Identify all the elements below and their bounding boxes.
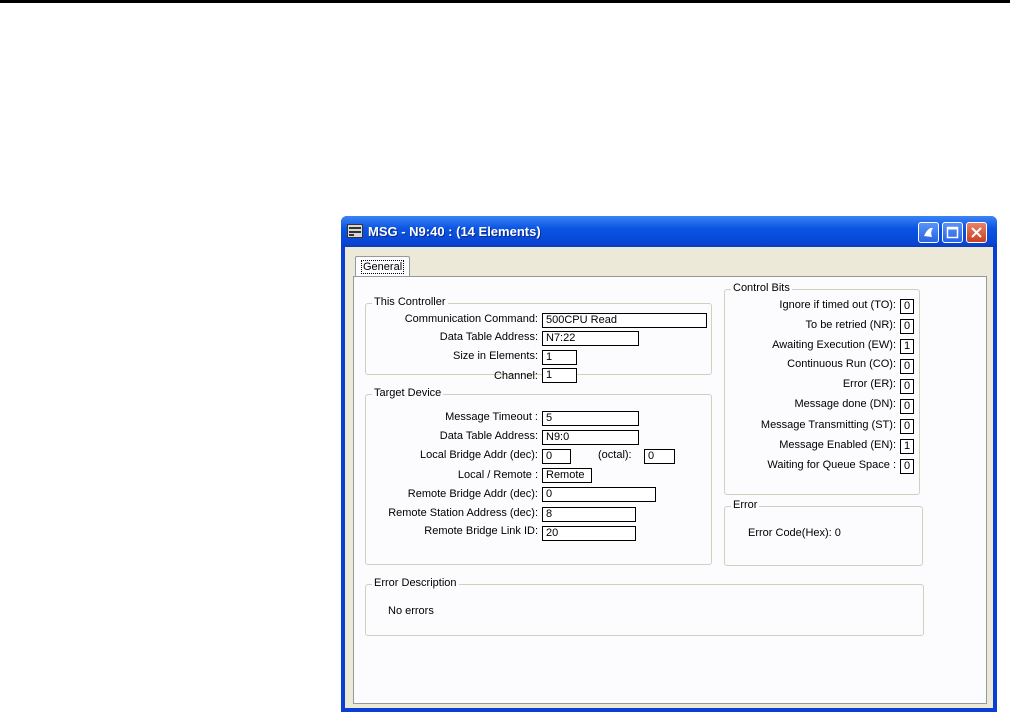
local-remote-field[interactable]: Remote bbox=[542, 468, 592, 483]
target-data-table-label: Data Table Address: bbox=[439, 430, 538, 442]
error-code-text: Error Code(Hex): 0 bbox=[748, 527, 841, 539]
control-bit-to-field[interactable]: 0 bbox=[900, 299, 914, 314]
octal-label: (octal): bbox=[598, 449, 632, 461]
this-controller-group bbox=[365, 296, 712, 382]
dialog-client-area bbox=[345, 247, 993, 708]
size-in-elements-field[interactable]: 1 bbox=[542, 350, 577, 365]
title-bar[interactable] bbox=[341, 216, 997, 247]
error-description-title: Error Description bbox=[374, 577, 457, 589]
window-title: MSG - N9:40 : (14 Elements) bbox=[368, 224, 541, 239]
page-top-rule bbox=[0, 0, 1010, 3]
remote-station-address-field[interactable]: 8 bbox=[542, 507, 636, 522]
maximize-icon bbox=[946, 226, 959, 239]
channel-label: Channel: bbox=[493, 370, 538, 382]
error-group bbox=[724, 499, 923, 566]
control-bit-label: Ignore if timed out (TO): bbox=[779, 299, 896, 311]
local-bridge-addr-field[interactable]: 0 bbox=[542, 449, 571, 464]
close-icon bbox=[970, 226, 983, 239]
data-table-address-field[interactable]: N7:22 bbox=[542, 331, 639, 346]
tab-general-label: General bbox=[363, 261, 403, 273]
error-title: Error bbox=[733, 499, 758, 511]
remote-station-address-label: Remote Station Address (dec): bbox=[388, 507, 538, 519]
control-bit-label: Message Enabled (EN): bbox=[779, 439, 896, 451]
message-timeout-field[interactable]: 5 bbox=[542, 411, 639, 426]
control-bit-er-field[interactable]: 0 bbox=[900, 379, 914, 394]
control-bit-label: Error (ER): bbox=[842, 378, 896, 390]
help-button[interactable] bbox=[918, 222, 939, 243]
control-bit-label: Message done (DN): bbox=[794, 398, 896, 410]
target-device-group bbox=[365, 387, 712, 565]
octal-field[interactable]: 0 bbox=[644, 449, 675, 464]
error-description-group bbox=[365, 577, 924, 636]
error-description-text: No errors bbox=[388, 605, 434, 617]
control-bit-label: Continuous Run (CO): bbox=[787, 358, 896, 370]
remote-bridge-addr-label: Remote Bridge Addr (dec): bbox=[407, 488, 538, 500]
control-bit-st-field[interactable]: 0 bbox=[900, 419, 914, 434]
comm-command-label: Communication Command: bbox=[404, 313, 538, 325]
control-bits-group bbox=[724, 282, 920, 495]
control-bit-label: To be retried (NR): bbox=[805, 319, 896, 331]
control-bit-nr-field[interactable]: 0 bbox=[900, 319, 914, 334]
control-bit-en-field[interactable]: 1 bbox=[900, 439, 914, 454]
control-bit-label: Waiting for Queue Space : bbox=[767, 459, 896, 471]
control-bits-title: Control Bits bbox=[733, 282, 790, 294]
size-in-elements-label: Size in Elements: bbox=[453, 350, 538, 362]
remote-bridge-link-id-label: Remote Bridge Link ID: bbox=[424, 525, 538, 537]
remote-bridge-addr-field[interactable]: 0 bbox=[542, 487, 656, 502]
remote-bridge-link-id-field[interactable]: 20 bbox=[542, 526, 636, 541]
control-bit-wq-field[interactable]: 0 bbox=[900, 459, 914, 474]
comm-command-field[interactable]: 500CPU Read bbox=[542, 313, 707, 328]
message-timeout-label: Message Timeout : bbox=[445, 411, 538, 423]
maximize-button[interactable] bbox=[942, 222, 963, 243]
local-bridge-addr-label: Local Bridge Addr (dec): bbox=[419, 449, 538, 461]
control-bit-dn-field[interactable]: 0 bbox=[900, 399, 914, 414]
target-data-table-field[interactable]: N9:0 bbox=[542, 430, 639, 445]
control-bit-label: Awaiting Execution (EW): bbox=[772, 339, 896, 351]
help-icon bbox=[922, 226, 935, 239]
msg-dialog-window bbox=[341, 216, 997, 712]
app-icon bbox=[347, 224, 363, 238]
channel-field[interactable]: 1 bbox=[542, 368, 577, 383]
tab-general[interactable] bbox=[355, 256, 410, 276]
target-device-title: Target Device bbox=[374, 387, 442, 399]
data-table-address-label: Data Table Address: bbox=[439, 331, 538, 343]
tab-page-general bbox=[353, 276, 987, 704]
local-remote-label: Local / Remote : bbox=[457, 469, 538, 481]
close-button[interactable] bbox=[966, 222, 987, 243]
control-bit-co-field[interactable]: 0 bbox=[900, 359, 914, 374]
control-bit-ew-field[interactable]: 1 bbox=[900, 339, 914, 354]
control-bit-label: Message Transmitting (ST): bbox=[760, 419, 896, 431]
this-controller-title: This Controller bbox=[374, 296, 446, 308]
